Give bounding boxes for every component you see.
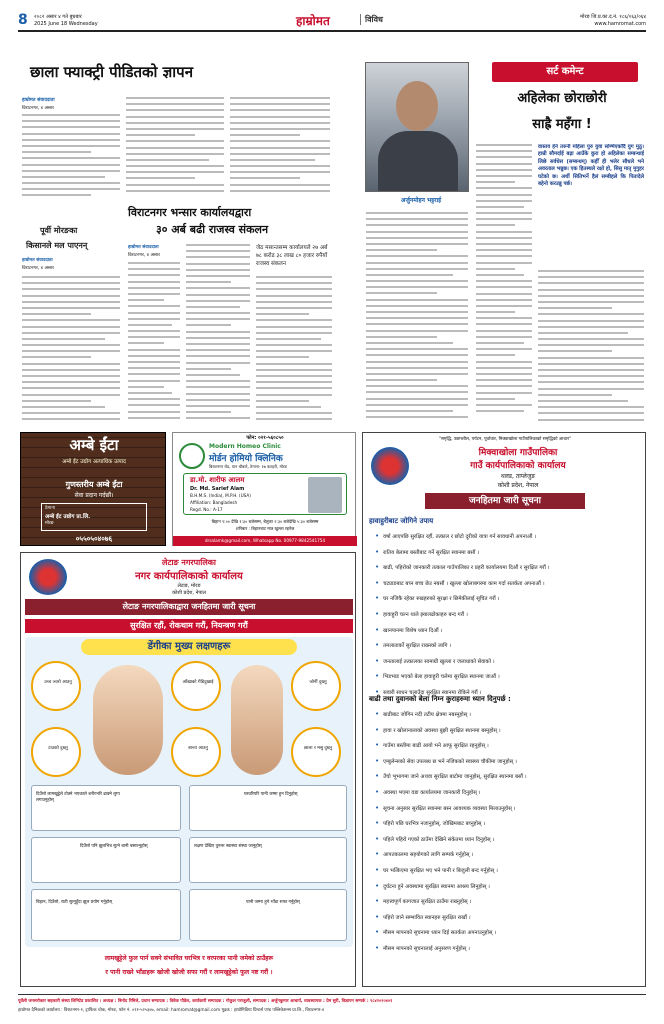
brick-service: सेवा प्रदान गर्दछौं। [74,492,114,499]
symptom-skin-pain [291,727,341,777]
flood-list [375,707,641,957]
brick-tagline: अम्बे ईट उद्योग अत्याधिक उत्पाद [62,459,126,465]
list-item: • उँचो भूभागमा जाने अथवा सुरक्षित बाटोमा जानुहोस्, सुरक्षित स्थानमा बसौं । [375,769,641,785]
list-item: • वर्षा आएपछि सुरक्षित रहौं, तत्काल र छोटो दूरीको यात्रा गर्न सावधानी अपनाऔं । [375,529,641,545]
lead-byline: हाम्रोमत संवाददाता [22,98,55,103]
clinic-name-np: मोर्डन होमियो क्लिनिक [209,454,283,464]
list-item: • चट्याङबाट बच्न बच्च छेउ नबसौं । खुल्ला खोलाबगरमा काम गर्दा सतर्कता अपनाऔं । [375,576,641,592]
doctor-reg: Regd. No.: A-17 [190,507,223,512]
list-item: • आपतकालमा सहयोगको लागि सम्पर्क गर्नुहोस् । [375,847,641,863]
clinic-address: बिराटनगर रोड, यान चौबाटे, ठेगाना- १७ कटहरी, मोरङ [209,464,288,469]
advice-text: लक्षण देखिए तुरुन्त स्वास्थ्य संस्था जानुहोस् [194,844,262,849]
list-item: • भिडभाड भएको बेला हावाहुरी चलेमा सुरक्षित स्थानमा जाऔं । [375,669,641,685]
lead-body-col3 [230,97,330,201]
lead-headline: छाला फ्याक्ट्री पीडितको ज्ञापन [30,63,194,81]
list-item: • हावा र खोलानालाको अवस्था बुझी सुरक्षित स्थानमा बस्नुहोस् । [375,723,641,739]
brick-address: मोरङ [45,521,54,526]
advice-text: घरवरिपरि पानी जम्मा हुन दिनुहोस् [244,792,298,797]
symptom-label: जोर्नी दुख्नु [309,680,327,685]
website: www.hamromat.com [594,21,646,27]
comment-photo [365,62,469,192]
brick-phone: ०५५०५०४०७६ [75,535,113,543]
symptom-label: बान्ता आउनु [188,746,208,751]
list-item: • मौसम मापनको सूचनामा ध्यान दिई सतर्कता अपनाउनुहोस् । [375,925,641,941]
list-item: • तमलातार्को सुरक्षित राख्नको लागि । [375,638,641,654]
customs-body-col2 [186,244,250,428]
clinic-holiday: शनिबार : बिहानबाट मात्र खुल्ला रहनेछ [235,526,295,531]
section-label: विविध [360,14,383,25]
side-story-headline-2: किसानले मल पाएनन् [26,241,88,250]
windstorm-list [375,529,641,701]
side-story-byline: हाम्रोमत संवाददाता [22,258,53,263]
comment-author: अर्जुनमोहन भट्टराई [400,197,442,204]
symptom-label: टाउको दुख्नु [48,746,68,751]
clinic-ad [172,432,356,546]
dengue-band: लेटाङ नगरपालिकाद्वारा जनहितमा जारी सूचना [25,599,353,615]
list-item: • रातिय बेलामा बस्तीबाट गर्ने सुरक्षित स्थानमा बसौं । [375,545,641,561]
list-item: • सवारी साधन चलाउँदा सुरक्षित स्थानमा रोकिने गरौं । [375,685,641,701]
brick-address-label: ठेगाना [45,506,55,511]
list-item: • मौसम मापनको सूचनालाई अनुसरण गर्नुहोस् । [375,941,641,957]
dengue-footer-2: र पानी राख्ने भाँडाहरू खोजी खोजी सफा गरौं र लामखुट्टेको फुल नष्ट गरौं । [105,969,273,976]
list-item: • पहिरो पछि घरभित्र नजानुहोस्, जोखिमबाट बच्नुहोस् । [375,816,641,832]
author-portrait-icon [396,81,438,131]
short-comment-label: सर्ट कमेन्ट [492,62,638,82]
mikkhola-place: थलड, ताप्लेजुङ [500,473,536,480]
dengue-notice [20,552,356,987]
brick-address-box [41,503,147,531]
list-item: • हावाहुरी चल्न थाले झ्यालढोकाहरु बन्द गरौं । [375,607,641,623]
clinic-email: drsalamk@gmail.com, Whatsapp No. 00977-9842541754 [173,536,357,546]
comment-headline-2: साह्रै महँगा ! [532,117,592,132]
list-item: • जनतालाई तत्कालका सामाग्री खुल्ला र जलाधाको सेवाको । [375,654,641,670]
advice-card [31,837,181,883]
dengue-slogan: सुरक्षित रहौं, रोकथाम गरौं, नियन्त्रण गरौं [25,619,353,633]
symptom-headache [31,727,81,777]
mosquito-icon-2 [231,665,283,775]
customs-headline-2: ३० अर्ब बढी राजस्व संकलन [156,223,269,236]
customs-dateline: विराटनगर, ४ असार [128,253,160,258]
doctor-name-np: डा.मो. शारीफ आलम [190,476,245,484]
date-en: 2025 June 18 Wednesday [34,21,98,27]
list-item: • सूचना अनुसार सुरक्षित स्थानमा बस्न आवश्यक व्यवस्था मिलाउनुहोस् । [375,801,641,817]
mosquito-icon [93,665,163,775]
clinic-name-en: Modern Homeo Clinic [209,443,281,450]
dengue-municipality: लेटाङ नगरपालिका [162,558,216,567]
author-suit [378,131,458,191]
comment-pull-quote: वास्तव हेर्न तरुनी महिला पुरु युवा सम्भिएकाँदै युग मुठु। हाम्री सौमर्दाई बढ़ा आउँके कुरा हो अहिलेका सम्बन्धाई लिछे सर्वधेस (सम्बन्धम्) कहीँ ही भलेर सौधले भने अवरताल भन्नुछ। एक हितस्थले रक्षो हो, सिसु मातृ मुगुहर घटेको छ। अर्थी सितिभर्ने हैलं सम्बीहले कि पितादेले बहेनो करउन्नु पर्छ। [538,144,644,188]
list-item: • एम्बुलेन्सको सेवा उपलब्ध छ भने नजिकको स्वास्थ्य चौकीमा जानुहोस् । [375,754,641,770]
brick-ad [20,432,166,546]
customs-body-col3 [256,276,332,428]
doctor-box [183,473,347,515]
mikkhola-name: मिक्वाखोला गाउँपालिका [478,448,558,458]
brick-headline: गुणस्तरीय अम्बे ईंटा [65,480,123,489]
symptom-label: उच्च ज्वरो आउनु [44,680,72,685]
customs-headline-1: विराटनगर भन्सार कार्यालयद्वारा [128,206,252,219]
registration-number: मोरङ जि.प्र.का.द.नं. १८६/०६३/०६४ [580,14,646,20]
doctor-degree: B.H.M.S. (India), M.P.H. (USA) [190,493,251,498]
list-item: • बाढी, पहिरोको जानकारी तत्काल गाउँपालिका र प्रहरी कार्यालयमा दिऔं र सुरक्षित गरौं । [375,560,641,576]
advice-card [189,889,347,941]
symptom-label: छाला र मसु दुख्नु [304,746,332,751]
mikkhola-band: जनहितमा जारी सूचना [425,493,585,509]
list-item: • बाढीबाट जोगिन नदी तटीय क्षेत्रमा नबस्नुहोस् । [375,707,641,723]
advice-card [31,889,181,941]
symptom-joint-pain [291,661,341,711]
list-item: • पहिले पहिरो गएको ठाउँमा देखिने संकेतमा ध्यान दिनुहोस् । [375,832,641,848]
advice-card [189,785,347,831]
header-rule [18,30,646,32]
symptom-eye-pain [171,661,221,711]
mikkhola-office: गाउँ कार्यपालिकाको कार्यालय [470,461,566,471]
dengue-footer-1: लामखुट्टेले फुल पार्न सक्ने संभावित घरभित्र र वरपरका पानी जमेको ठाउँहरू [104,955,274,962]
list-item: • अवस्था भएमा वडा कार्यालयमा जानकारी दिनुहोस् । [375,785,641,801]
clinic-phone-top: फोन: ०२१-५६०८५० [246,435,284,441]
masthead-logo: हाम्रोमत [296,14,330,28]
flood-title: बाढी तथा दुवानको बेला निम्न कुराहरुमा ध्यान दिनुपर्छ : [369,695,511,703]
advice-text: दिउँसो लामखुट्टेले टोक्ने भएकाले शरीरभरि ढाक्ने लुगा लगाउनुहोस् [36,792,120,803]
lead-body-col1 [22,114,120,202]
clinic-logo-icon [179,443,205,469]
windstorm-title: हावाहुरीबाट जोगिने उपाय [369,517,434,525]
symptom-fever [31,661,81,711]
brick-company: अम्बे ईट उद्योग प्रा.लि. [45,514,91,520]
date-np: २०८२ असार ४ गते बुधबार [34,14,82,20]
list-item: • घर नजिकै रहेका रुखहरुको सुरक्षा र छिमेकीलाई सूचित गरौं । [375,591,641,607]
advice-text: पानी जम्मा हुने भाँडा सफा गर्नुहोस् [246,900,300,905]
doctor-photo-icon [308,477,342,513]
advice-text: बिहान, दिउँसो, राती सुत्नुहुँदा झुल प्रयोग गर्नुहोस् [36,900,113,905]
mikkhola-tagline: "समृद्धि, उद्यमशील, पर्यटन, पूर्वाधार, मिक्वाखोला गाउँपालिकाको समृद्धिको आधार" [438,437,572,442]
brick-title: अम्बे ईंटा [69,436,119,454]
dengue-place: लेटाङ, मोरङ [177,583,201,589]
customs-pull-quote: जेठ मसान्तसम्म कार्यालयले २७ अर्ब ७८ करोड ३८ लाख ८० हजार रुपैयाँ राजस्व संकलन [256,245,328,267]
symptom-label: आँखाको गेडिदुखाई [182,680,214,685]
doctor-name-en: Dr. Md. Sarief Alam [190,486,245,492]
customs-body-col1 [128,262,180,428]
list-item: • खानपानमा विशेष ध्यान दिऔं । [375,623,641,639]
mikkhola-province: कोशी प्रदेश, नेपाल [497,482,539,489]
advice-card [31,785,181,831]
lead-body-col2 [126,97,224,201]
customs-byline: हाम्रोमत संवाददाता [128,245,159,250]
advice-text: दिउँसो पनि झुलभित्र सुत्ने बानी बसाल्नुहोस् [80,844,148,849]
comment-body-col2 [476,144,532,428]
list-item: • घर भत्किएमा सुरक्षित भए भने पानी र बिजुली बन्द गर्नुहोस् । [375,863,641,879]
side-story-dateline: विराटनगर, ४ असार [22,266,54,271]
footer-rule [18,994,646,995]
dengue-title: डेंगीका मुख्य लक्षणहरू [81,639,297,655]
side-story-body [22,276,120,428]
list-item: • गाउँमा बस्तीमा बाढी आयो भने आफू सुरक्षित रहनुहोस् । [375,738,641,754]
list-item: • पहिरो जाने सम्भावित स्थानहरु सुरक्षित राखौं । [375,910,641,926]
comment-body-col1 [366,212,468,428]
lead-dateline: विराटनगर, ४ असार [22,106,54,111]
comment-headline-1: अहिलेका छोराछोरी [517,91,607,106]
symptom-vomiting [171,727,221,777]
advice-card [189,837,347,883]
dengue-office: नगर कार्यपालिकाको कार्यालय [135,571,243,582]
footer-line-1: पूर्वेली जनसरोकार सहकारी संस्था लिमिटेड प्रकाशित । अध्यक्ष : बिनोद रिमिले, प्रधान सम्पादक : विवेक पौडेल, कार्यकारी सम्पादक : गोकुल पराजुली, सम्पादक : अर्जुनकुमार आचार्य, व्यवस्थापक : प्रेम सुरी, विज्ञापन सम्पर्क : ९८४२०२०४०१ [18,999,393,1004]
page-number: 8 [18,12,28,28]
footer-line-2: हाम्रोमत दैनिकको कार्यालय : विराटनगर-१, ट्राफिक चोक, मोरङ, फोन नं. ०२१-५२५३०७, email: hamromat@gmail.com मुद्रक : हाम्रोमिडिया प्रिन्टर्स एण्ड पब्लिकेशन्स प्रा.लि., विराटनगर-४ [18,1008,325,1013]
list-item: • महत्त्वपूर्ण कागजात सुरक्षित ठाउँमा राख्नुहोस् । [375,894,641,910]
mikkhola-notice [362,432,646,987]
list-item: • दुर्घटना हुने अवस्थामा सुरक्षित स्थानमा आश्रय लिनुहोस् । [375,879,641,895]
clinic-hours: बिहान ९:०० देखि १:३० बजेसम्म, बेलुका २:३० बजेदेखि ५:३० बजेसम्म [211,519,319,524]
doctor-affiliation: Affiliation: Bangladesh [190,500,238,505]
comment-body-col3 [538,270,644,428]
side-story-headline-1: पूर्वी मोरङका [40,226,78,235]
dengue-province: कोशी प्रदेश, नेपाल [172,590,206,596]
